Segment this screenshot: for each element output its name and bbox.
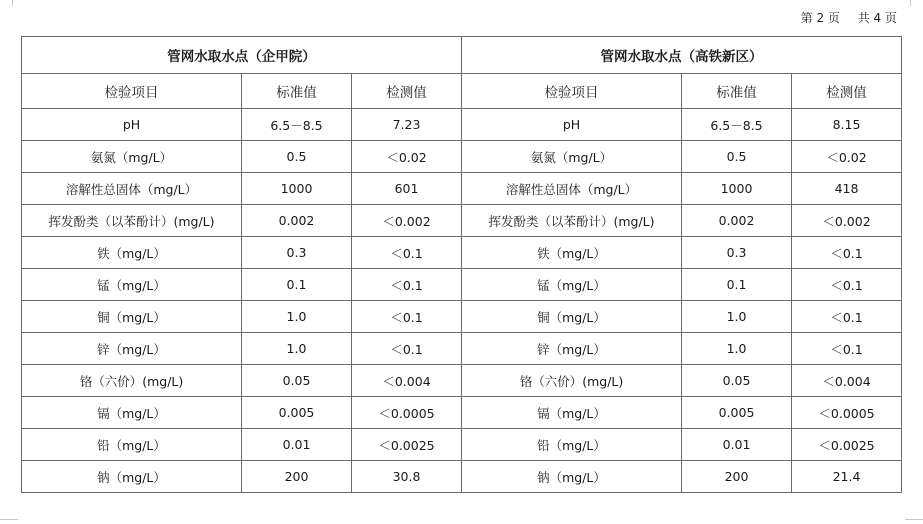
- standard-value-cell: 0.05: [242, 365, 352, 397]
- measured-value-cell: ＜0.1: [352, 237, 462, 269]
- standard-value-cell: 0.1: [682, 269, 792, 301]
- test-item-cell: 氨氮（mg/L）: [22, 141, 242, 173]
- measured-value-cell: ＜0.1: [352, 333, 462, 365]
- measured-value-cell: ＜0.002: [352, 205, 462, 237]
- total-pages: 共 4 页: [857, 11, 897, 25]
- current-page: 第 2 页: [800, 11, 840, 25]
- table-row: [22, 141, 902, 173]
- standard-value-cell: 1.0: [682, 333, 792, 365]
- test-item-cell: 挥发酚类（以苯酚计）(mg/L): [462, 205, 682, 237]
- table-row: [22, 301, 902, 333]
- test-item-cell: 溶解性总固体（mg/L）: [462, 173, 682, 205]
- test-item-cell: 铜（mg/L）: [22, 301, 242, 333]
- measured-value-cell: ＜0.1: [792, 269, 902, 301]
- page-corner-mark: [0, 519, 18, 520]
- column-header-item: 检验项目: [22, 74, 242, 109]
- measured-value-cell: 8.15: [792, 109, 902, 141]
- test-item-cell: 铁（mg/L）: [462, 237, 682, 269]
- measured-value-cell: ＜0.02: [792, 141, 902, 173]
- column-header-standard: 标准值: [682, 74, 792, 109]
- standard-value-cell: 200: [242, 461, 352, 493]
- standard-value-cell: 1000: [682, 173, 792, 205]
- standard-value-cell: 6.5－8.5: [242, 109, 352, 141]
- test-item-cell: 挥发酚类（以苯酚计）(mg/L): [22, 205, 242, 237]
- measured-value-cell: ＜0.02: [352, 141, 462, 173]
- standard-value-cell: 0.002: [682, 205, 792, 237]
- table-row: [22, 269, 902, 301]
- measured-value-cell: 30.8: [352, 461, 462, 493]
- column-header-measured: 检测值: [792, 74, 902, 109]
- table-row: [22, 397, 902, 429]
- page-indicator: [801, 9, 897, 26]
- standard-value-cell: 0.01: [242, 429, 352, 461]
- table-row: [22, 109, 902, 141]
- test-item-cell: 氨氮（mg/L）: [462, 141, 682, 173]
- column-header-measured: 检测值: [352, 74, 462, 109]
- test-item-cell: 铬（六价）(mg/L): [462, 365, 682, 397]
- standard-value-cell: 0.05: [682, 365, 792, 397]
- table-row: [22, 237, 902, 269]
- measured-value-cell: 418: [792, 173, 902, 205]
- group-title-left: 管网水取水点（企甲院）: [22, 37, 462, 74]
- test-item-cell: 镉（mg/L）: [22, 397, 242, 429]
- standard-value-cell: 0.3: [242, 237, 352, 269]
- test-item-cell: 锌（mg/L）: [462, 333, 682, 365]
- standard-value-cell: 200: [682, 461, 792, 493]
- test-item-cell: 锰（mg/L）: [22, 269, 242, 301]
- measured-value-cell: 601: [352, 173, 462, 205]
- measured-value-cell: ＜0.1: [792, 301, 902, 333]
- table-row: [22, 365, 902, 397]
- measured-value-cell: ＜0.1: [792, 237, 902, 269]
- test-item-cell: 钠（mg/L）: [22, 461, 242, 493]
- table-row: [22, 429, 902, 461]
- page-corner-mark: [0, 0, 13, 6]
- test-item-cell: 铅（mg/L）: [462, 429, 682, 461]
- standard-value-cell: 0.1: [242, 269, 352, 301]
- page-corner-mark: [910, 0, 923, 6]
- measured-value-cell: ＜0.1: [352, 301, 462, 333]
- table-row: [22, 333, 902, 365]
- standard-value-cell: 0.002: [242, 205, 352, 237]
- column-header-item: 检验项目: [462, 74, 682, 109]
- standard-value-cell: 1.0: [682, 301, 792, 333]
- table-row: [22, 173, 902, 205]
- standard-value-cell: 0.3: [682, 237, 792, 269]
- measured-value-cell: ＜0.1: [352, 269, 462, 301]
- test-item-cell: 镉（mg/L）: [462, 397, 682, 429]
- measured-value-cell: ＜0.0025: [352, 429, 462, 461]
- test-item-cell: 锌（mg/L）: [22, 333, 242, 365]
- page-corner-mark: [905, 519, 923, 520]
- table-row: [22, 461, 902, 493]
- standard-value-cell: 1.0: [242, 301, 352, 333]
- column-header-row: [22, 74, 902, 109]
- column-header-standard: 标准值: [242, 74, 352, 109]
- test-item-cell: 铁（mg/L）: [22, 237, 242, 269]
- test-item-cell: 钠（mg/L）: [462, 461, 682, 493]
- standard-value-cell: 1000: [242, 173, 352, 205]
- measured-value-cell: 7.23: [352, 109, 462, 141]
- test-item-cell: 铜（mg/L）: [462, 301, 682, 333]
- water-quality-table: [21, 36, 902, 493]
- measured-value-cell: ＜0.004: [352, 365, 462, 397]
- group-header-row: [22, 37, 902, 74]
- test-item-cell: pH: [22, 109, 242, 141]
- measured-value-cell: ＜0.002: [792, 205, 902, 237]
- group-title-right: 管网水取水点（高铁新区）: [462, 37, 902, 74]
- measured-value-cell: ＜0.004: [792, 365, 902, 397]
- test-item-cell: 铅（mg/L）: [22, 429, 242, 461]
- standard-value-cell: 0.5: [682, 141, 792, 173]
- measured-value-cell: 21.4: [792, 461, 902, 493]
- standard-value-cell: 6.5－8.5: [682, 109, 792, 141]
- measured-value-cell: ＜0.0025: [792, 429, 902, 461]
- test-item-cell: 锰（mg/L）: [462, 269, 682, 301]
- standard-value-cell: 0.005: [682, 397, 792, 429]
- test-item-cell: pH: [462, 109, 682, 141]
- standard-value-cell: 0.01: [682, 429, 792, 461]
- standard-value-cell: 0.5: [242, 141, 352, 173]
- test-item-cell: 铬（六价）(mg/L): [22, 365, 242, 397]
- table-row: [22, 205, 902, 237]
- measured-value-cell: ＜0.0005: [352, 397, 462, 429]
- measured-value-cell: ＜0.1: [792, 333, 902, 365]
- standard-value-cell: 1.0: [242, 333, 352, 365]
- standard-value-cell: 0.005: [242, 397, 352, 429]
- measured-value-cell: ＜0.0005: [792, 397, 902, 429]
- test-item-cell: 溶解性总固体（mg/L）: [22, 173, 242, 205]
